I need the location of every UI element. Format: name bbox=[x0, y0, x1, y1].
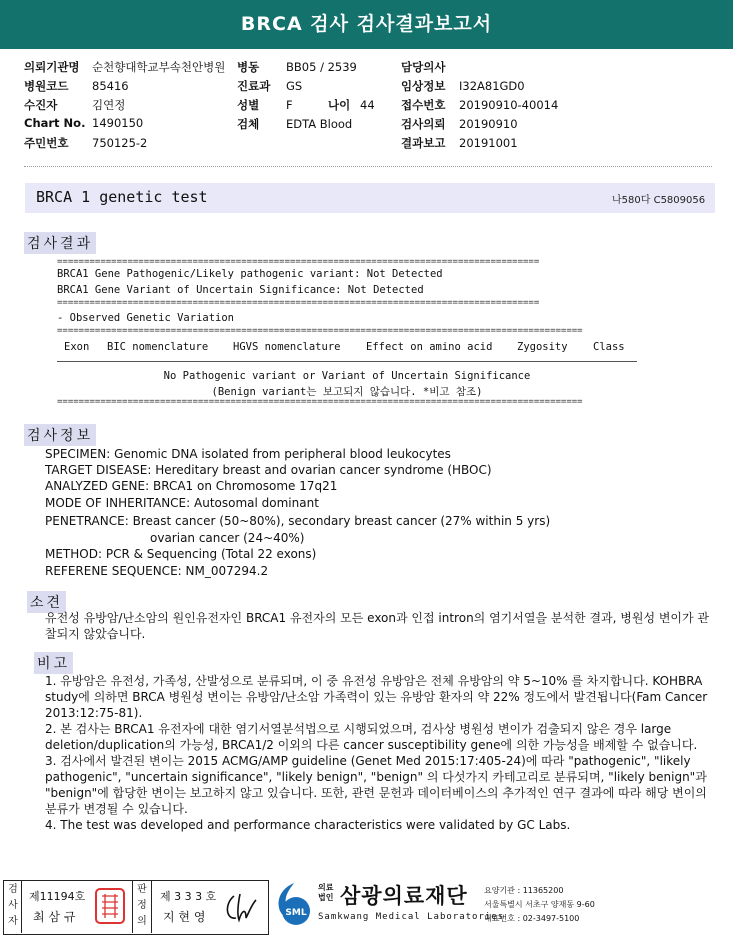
inspector-name: 최 삼 규 bbox=[33, 910, 76, 924]
chart-no-value: 1490150 bbox=[92, 116, 144, 130]
sex-value: F bbox=[286, 98, 293, 112]
inspector-license: 제11194호 bbox=[29, 890, 86, 903]
field-label: 수진자 bbox=[24, 98, 58, 112]
info-gene: ANALYZED GENE: BRCA1 on Chromosome 17q21 bbox=[45, 479, 338, 493]
sml-logo-icon bbox=[272, 881, 316, 931]
divider bbox=[21, 880, 23, 933]
header-mid bbox=[237, 59, 375, 135]
org-name: 삼광의료재단 bbox=[340, 884, 468, 908]
report-title: BRCA 검사 검사결과보고서 bbox=[0, 0, 733, 49]
table-rule bbox=[57, 361, 637, 362]
org-contact bbox=[484, 884, 595, 926]
header-left bbox=[24, 59, 225, 154]
remarks-list bbox=[45, 673, 720, 833]
reviewer-label: 판정의 bbox=[137, 884, 147, 927]
org-english: Samkwang Medical Laboratories bbox=[318, 912, 505, 922]
field-label: 성별 bbox=[237, 98, 260, 112]
resident-no-value: 750125-2 bbox=[92, 136, 148, 150]
benign-note: (Benign variant는 보고되지 않습니다. *비고 참조) bbox=[211, 386, 483, 398]
test-name: BRCA 1 genetic test bbox=[36, 188, 208, 206]
institution-value: 순천향대학교부속천안병원 bbox=[92, 60, 226, 74]
col-exon: Exon bbox=[64, 341, 90, 353]
field-label: 진료과 bbox=[237, 79, 271, 93]
remark-item: 1. 유방암은 유전성, 가족성, 산발성으로 분류되며, 이 중 유전성 유방암은 전체 유방암의 약 5~10% 를 차지합니다. KOHBRA study에 의하면 BRCA 병원성 변이는 유방암/난소암 가족력이 있는 유방암 환자의 약 22% 정도에서 발견됩니다(Fam Cancer 2013:12:75-81). bbox=[45, 674, 708, 720]
clinical-info-value: I32A81GD0 bbox=[459, 79, 525, 93]
col-class: Class bbox=[593, 341, 625, 353]
info-specimen: SPECIMEN: Genomic DNA isolated from peripheral blood leukocytes bbox=[45, 447, 451, 461]
info-penetrance-ovarian: ovarian cancer (24~40%) bbox=[150, 531, 305, 545]
info-penetrance: PENETRANCE: Breast cancer (50~80%), secondary breast cancer (27% within 5 yrs) bbox=[45, 514, 551, 528]
col-bic: BIC nomenclature bbox=[107, 341, 209, 353]
patient-name-value: 김연정 bbox=[92, 98, 126, 112]
contact-phone: 대표번호 : 02-3497-5100 bbox=[484, 914, 580, 923]
col-hgvs: HGVS nomenclature bbox=[233, 341, 341, 353]
org-type: 의료 법인 bbox=[318, 883, 334, 902]
reviewer-license: 제 3 3 3 호 bbox=[160, 890, 217, 903]
hospital-code-value: 85416 bbox=[92, 79, 129, 93]
specimen-value: EDTA Blood bbox=[286, 117, 353, 131]
field-label: 담당의사 bbox=[401, 60, 446, 74]
inspector-label: 검사자 bbox=[8, 884, 18, 927]
info-method: METHOD: PCR & Sequencing (Total 22 exons) bbox=[45, 547, 317, 561]
request-date-value: 20190910 bbox=[459, 117, 518, 131]
contact-code: 요양기관 : 11365200 bbox=[484, 886, 564, 895]
remark-item: 3. 검사에서 발견된 변이는 2015 ACMG/AMP guideline (Genet Med 2015:17:405-24)에 따라 "pathogenic", "likely pathogenic", "uncertain significance", "likely benign", "benign" 의 다섯가지 카테고리로 분류되며, "likely benign"과 "benign"에 합당한 변이는 보고하지 않고 있습니다. 또한, 관련 문헌과 데이터베이스의 추가적인 연구 결과에 따라 해당 변이의 분류가 변경될 수 있습니다. bbox=[45, 754, 707, 816]
divider bbox=[24, 166, 712, 167]
report-date-value: 20191001 bbox=[459, 136, 518, 150]
field-label: 의뢰기관명 bbox=[24, 60, 80, 74]
section-remarks-heading: 비고 bbox=[34, 652, 73, 674]
field-label: 접수번호 bbox=[401, 98, 446, 112]
divider bbox=[151, 880, 153, 933]
department-value: GS bbox=[286, 79, 303, 93]
accession-value: 20190910-40014 bbox=[459, 98, 559, 112]
field-label: 결과보고 bbox=[401, 136, 446, 150]
logo-text: SML bbox=[285, 908, 307, 918]
separator: ========================================================================================= bbox=[57, 299, 540, 308]
section-info-heading: 검사정보 bbox=[24, 424, 96, 446]
remark-item: 4. The test was developed and performance characteristics were validated by GC Labs. bbox=[45, 818, 571, 832]
field-label: 검체 bbox=[237, 117, 260, 131]
contact-address: 서울특별시 서초구 양재동 9-60 bbox=[484, 900, 595, 909]
col-zygosity: Zygosity bbox=[517, 341, 568, 353]
result-line-vus: BRCA1 Gene Variant of Uncertain Significance: Not Detected bbox=[57, 284, 424, 296]
info-disease: TARGET DISEASE: Hereditary breast and ovarian cancer syndrome (HBOC) bbox=[45, 463, 492, 477]
no-variant-text: No Pathogenic variant or Variant of Uncertain Significance bbox=[163, 370, 531, 382]
age-value: 44 bbox=[360, 98, 375, 112]
separator: ========================================================================================= bbox=[57, 258, 540, 267]
info-mode: MODE OF INHERITANCE: Autosomal dominant bbox=[45, 496, 319, 510]
result-line-pathogenic: BRCA1 Gene Pathogenic/Likely pathogenic variant: Not Detected bbox=[57, 268, 443, 280]
col-effect: Effect on amino acid bbox=[366, 341, 493, 353]
divider bbox=[132, 880, 134, 933]
remark-item: 2. 본 검사는 BRCA1 유전자에 대한 염기서열분석법으로 시행되었으며, 검사상 병원성 변이가 검출되지 않은 경우 large deletion/duplication의 가능성, BRCA1/2 이외의 다른 cancer susceptibility gene에 의한 가능성을 배제할 수 없습니다. bbox=[45, 722, 698, 752]
field-label: 병원코드 bbox=[24, 79, 69, 93]
ward-value: BB05 / 2539 bbox=[286, 60, 357, 74]
field-label: 주민번호 bbox=[24, 136, 69, 150]
separator: ================================================================================================= bbox=[57, 398, 583, 407]
info-reference: REFERENE SEQUENCE: NM_007294.2 bbox=[45, 564, 269, 578]
field-label: 병동 bbox=[237, 60, 260, 74]
field-label: 검사의뢰 bbox=[401, 117, 446, 131]
separator: ================================================================================================= bbox=[57, 327, 583, 336]
field-label: 나이 bbox=[328, 98, 351, 112]
seal-stamp-icon bbox=[93, 886, 127, 926]
field-label: Chart No. bbox=[24, 116, 86, 130]
section-result-heading: 검사결과 bbox=[24, 232, 96, 254]
reviewer-name: 지 현 영 bbox=[163, 910, 206, 924]
field-label: 임상정보 bbox=[401, 79, 446, 93]
header-right bbox=[401, 59, 558, 154]
signature-icon bbox=[222, 890, 262, 926]
observed-variation-label: - Observed Genetic Variation bbox=[57, 312, 235, 324]
test-code: 나580다 C5809056 bbox=[612, 195, 706, 206]
opinion-text: 유전성 유방암/난소암의 원인유전자인 BRCA1 유전자의 모든 exon과 인접 intron의 염기서열을 분석한 결과, 병원성 변이가 관찰되지 않았습니다. bbox=[45, 611, 710, 641]
section-opinion-heading: 소견 bbox=[27, 591, 66, 613]
